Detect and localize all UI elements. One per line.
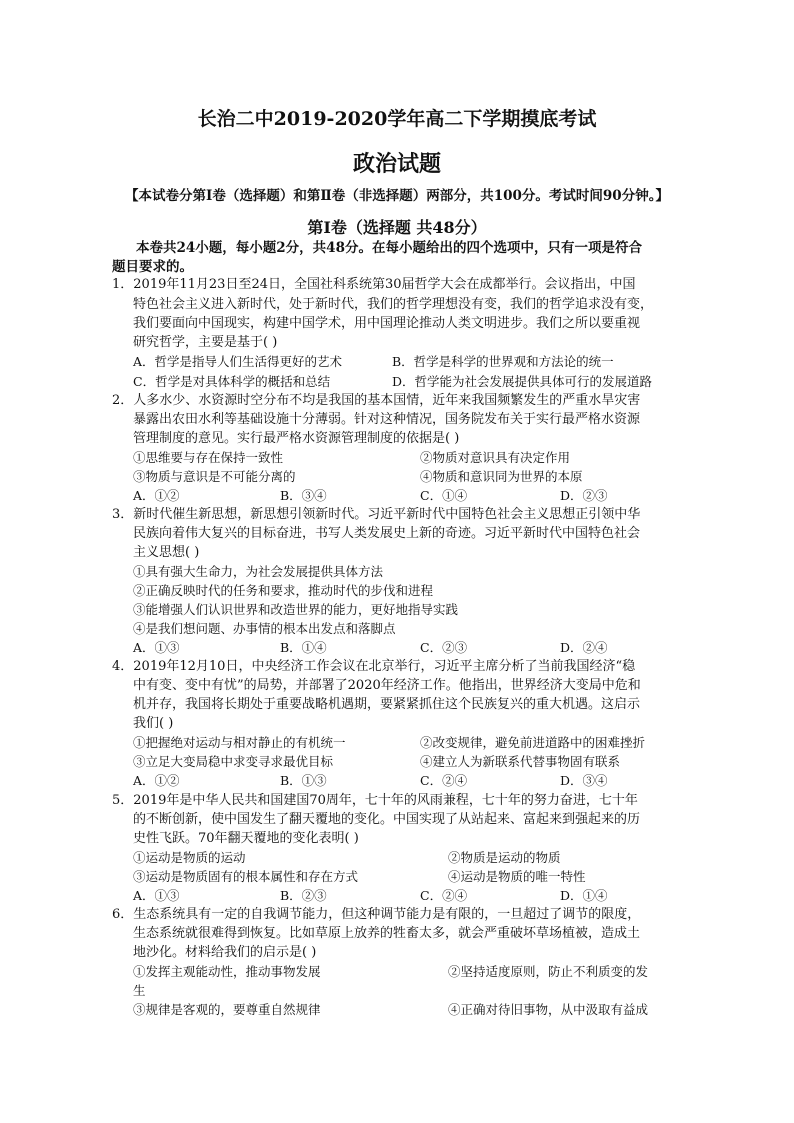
q3-option-c: C．②③: [420, 640, 468, 655]
q3-statement-3: ③能增强人们认识世界和改造世界的能力，更好地指导实践: [133, 602, 459, 617]
q3-option-d: D．②④: [560, 640, 608, 655]
q4-statement-4: ④建立人为新联系代替事物固有联系: [420, 754, 621, 769]
q6-statement-2: ②坚持适度原则，防止不利质变的发: [448, 964, 649, 979]
q1-stem-4: 研究哲学，主要是基于( ): [133, 335, 278, 350]
q1-option-c: C．哲学是对具体科学的概括和总结: [133, 374, 331, 389]
q2-statement-1: ①思维要与存在保持一致性: [133, 450, 284, 465]
q3-stem-3: 主义思想( ): [133, 545, 200, 560]
q4-statement-1: ①把握绝对运动与相对静止的有机统一: [133, 735, 346, 750]
intro-line-2: 题目要求的。: [112, 259, 193, 275]
q1-stem-3: 我们要面向中国现实，构建中国学术，用中国理论推动人类文明进步。我们之所以要重视: [133, 316, 641, 331]
q2-option-c: C．①④: [420, 488, 468, 503]
q5-statement-2: ②物质是运动的物质: [448, 850, 561, 865]
q3-statement-1: ①具有强大生命力，为社会发展提供具体方法: [133, 564, 384, 579]
q2-stem-2: 暴露出农田水利等基础设施十分薄弱。针对这种情况，国务院发布关于实行最严格水资源: [133, 412, 641, 427]
q3-statement-4: ④是我们想问题、办事情的根本出发点和落脚点: [133, 621, 396, 636]
q3-option-b: B．①④: [280, 640, 327, 655]
q4-stem-4: 我们( ): [133, 716, 174, 731]
q5-statement-4: ④运动是物质的唯一特性: [448, 869, 586, 884]
exam-note: 【本试卷分第Ⅰ卷（选择题）和第Ⅱ卷（非选择题）两部分，共100分。考试时间90分钟。】: [125, 188, 669, 204]
q6-statement-4: ④正确对待旧事物，从中汲取有益成: [448, 1002, 649, 1017]
q1-stem-1: 1．2019年11月23日至24日，全国社科系统第30届哲学大会在成都举行。会议指出，中国: [112, 277, 636, 292]
q3-option-a: A．①③: [133, 640, 180, 655]
q5-option-c: C．②④: [420, 888, 468, 903]
section-heading: 第Ⅰ卷（选择题 共48分）: [307, 218, 487, 237]
q5-option-a: A．①③: [133, 888, 180, 903]
q4-option-d: D．③④: [560, 773, 608, 788]
q3-stem-1: 3．新时代催生新思想，新思想引领新时代。习近平新时代中国特色社会主义思想正引领中华: [112, 507, 641, 522]
q2-statement-4: ④物质和意识同为世界的本原: [420, 469, 583, 484]
subject-title: 政治试题: [352, 151, 441, 177]
q6-stem-1: 6．生态系统具有一定的自我调节能力，但这种调节能力是有限的，一旦超过了调节的限度，: [112, 907, 641, 922]
q5-option-b: B．②③: [280, 888, 327, 903]
q2-option-a: A．①②: [133, 488, 180, 503]
q5-stem-3: 史性飞跃。70年翻天覆地的变化表明( ): [133, 831, 359, 846]
exam-title: 长治二中2019-2020学年高二下学期摸底考试: [197, 108, 597, 130]
q2-statement-2: ②物质对意识具有决定作用: [420, 450, 571, 465]
q4-option-c: C．②④: [420, 773, 468, 788]
q4-stem-3: 机并存，我国将长期处于重要战略机遇期，要紧紧抓住这个民族复兴的重大机遇。这启示: [133, 697, 641, 712]
q2-option-b: B．③④: [280, 488, 327, 503]
q1-option-a: A．哲学是指导人们生活得更好的艺术: [133, 354, 343, 369]
q4-stem-1: 4．2019年12月10日，中央经济工作会议在北京举行，习近平主席分析了当前我国经济“稳: [112, 659, 636, 674]
q6-stem-2: 生态系统就很难得到恢复。比如草原上放养的牲畜太多，就会严重破坏草场植被，造成土: [133, 926, 641, 941]
q5-stem-1: 5．2019年是中华人民共和国建国70周年，七十年的风雨兼程，七十年的努力奋进，七十年: [112, 793, 638, 808]
q6-statement-2-cont: 生: [133, 983, 146, 998]
q4-option-a: A．①②: [133, 773, 180, 788]
q4-statement-2: ②改变规律，避免前进道路中的困难挫折: [420, 735, 646, 750]
q4-statement-3: ③立足大变局稳中求变寻求最优目标: [133, 754, 334, 769]
q6-stem-3: 地沙化。材料给我们的启示是( ): [133, 945, 317, 960]
q1-option-b: B．哲学是科学的世界观和方法论的统一: [392, 354, 614, 369]
q5-statement-3: ③运动是物质固有的根本属性和存在方式: [133, 869, 359, 884]
q2-statement-3: ③物质与意识是不可能分离的: [133, 469, 296, 484]
q1-option-d: D．哲学能为社会发展提供具体可行的发展道路: [392, 374, 653, 389]
q4-stem-2: 中有变、变中有忧”的局势，并部署了2020年经济工作。他指出，世界经济大变局中危和: [133, 678, 641, 693]
q2-stem-3: 管理制度的意见。实行最严格水资源管理制度的依据是( ): [133, 431, 460, 446]
q3-statement-2: ②正确反映时代的任务和要求，推动时代的步伐和进程: [133, 583, 434, 598]
q2-option-d: D．②③: [560, 488, 608, 503]
q5-stem-2: 的不断创新，使中国发生了翻天覆地的变化。中国实现了从站起来、富起来到强起来的历: [133, 812, 641, 827]
q4-option-b: B．①③: [280, 773, 327, 788]
q1-stem-2: 特色社会主义进入新时代，处于新时代，我们的哲学理想没有变，我们的哲学追求没有变，: [133, 297, 654, 312]
q5-option-d: D．①④: [560, 888, 608, 903]
q3-stem-2: 民族向着伟大复兴的目标奋进，书写人类发展史上新的奇迹。习近平新时代中国特色社会: [133, 526, 641, 541]
q2-stem-1: 2．人多水少、水资源时空分布不均是我国的基本国情，近年来我国频繁发生的严重水旱灾害: [112, 393, 641, 408]
q5-statement-1: ①运动是物质的运动: [133, 850, 246, 865]
q6-statement-1: ①发挥主观能动性，推动事物发展: [133, 964, 321, 979]
intro-line-1: 本卷共24小题，每小题2分，共48分。在每小题给出的四个选项中，只有一项是符合: [136, 240, 642, 256]
q6-statement-3: ③规律是客观的，要尊重自然规律: [133, 1002, 321, 1017]
